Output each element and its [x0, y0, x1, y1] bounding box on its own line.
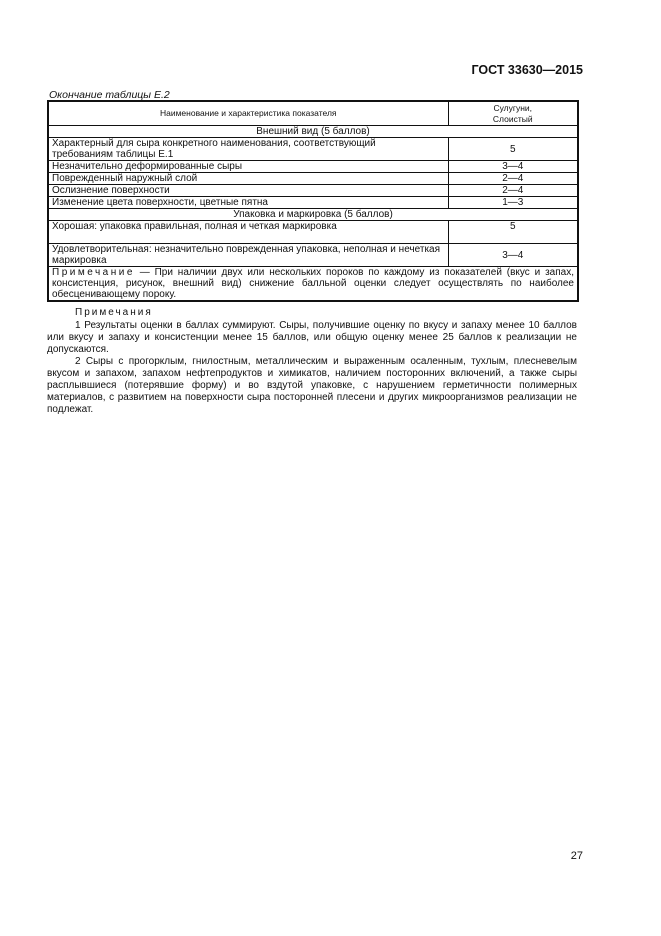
row-value: 1—3 — [448, 197, 578, 209]
row-value: 2—4 — [448, 185, 578, 197]
row-name-line2: маркировка — [52, 255, 107, 266]
row-name-line1: Характерный для сыра конкретного наименования, соответствующий — [52, 138, 376, 149]
note-item: 2 Сыры с прогорклым, гнилостным, металлическим и выраженным осаленным, тухлым, плесневелым вкусом и запахом, запахом нефтепродуктов и химикатов, наличием посторонних включений, а также сыры расплывшиеся (потерявшие форму) и во вздутой упаковке, с нарушением герметичности полимерных материалов, с развитием на поверхности сыра посторонней плесени и других микроорганизмов реализации не подлежат. — [47, 356, 577, 415]
table-row — [48, 244, 578, 267]
row-value: 5 — [448, 138, 578, 161]
table-note-label: Примечание — [52, 267, 135, 278]
table-note-row — [48, 267, 578, 302]
score-table — [47, 100, 579, 302]
table-row — [48, 221, 578, 244]
col-value-header-line2: Слоистый — [492, 113, 533, 124]
row-name: Ослизнение поверхности — [48, 185, 448, 197]
table-header-row — [48, 101, 578, 126]
col-value-header-line1: Сулугуни, — [493, 102, 533, 113]
table-row — [48, 173, 578, 185]
row-value: 3—4 — [448, 244, 578, 267]
row-name: Поврежденный наружный слой — [48, 173, 448, 185]
table-row — [48, 161, 578, 173]
row-name: Хорошая: упаковка правильная, полная и четкая маркировка — [48, 221, 448, 244]
section-row — [48, 209, 578, 221]
table-row — [48, 185, 578, 197]
section-row — [48, 126, 578, 138]
section-title-packaging: Упаковка и маркировка (5 баллов) — [48, 209, 578, 221]
standard-id: ГОСТ 33630—2015 — [471, 63, 583, 77]
row-value: 2—4 — [448, 173, 578, 185]
page-number: 27 — [570, 850, 583, 862]
table-row — [48, 138, 578, 161]
row-value: 5 — [448, 221, 578, 244]
row-name: Изменение цвета поверхности, цветные пятна — [48, 197, 448, 209]
row-name — [48, 138, 448, 161]
row-name: Незначительно деформированные сыры — [48, 161, 448, 173]
row-value: 3—4 — [448, 161, 578, 173]
row-name — [48, 244, 448, 267]
col-value-header — [448, 101, 578, 126]
table-note — [48, 267, 578, 302]
notes-block — [47, 307, 577, 416]
col-name-header: Наименование и характеристика показателя — [48, 101, 448, 126]
row-name-line1: Удовлетворительная: незначительно поврежденная упаковка, неполная и нечеткая — [52, 244, 441, 255]
table-row — [48, 197, 578, 209]
section-title-appearance: Внешний вид (5 баллов) — [48, 126, 578, 138]
row-name-line2: требованиям таблицы Е.1 — [52, 149, 174, 160]
note-item: 1 Результаты оценки в баллах суммируют. Сыры, получившие оценку по вкусу и запаху менее 10 баллов или вкусу и запаху и консистенции менее 15 баллов, или общую оценку менее 25 баллов к реализации не допускаются. — [47, 320, 577, 355]
notes-title: Примечания — [75, 307, 153, 318]
table-caption: Окончание таблицы Е.2 — [49, 89, 170, 101]
table-note-text: — При наличии двух или нескольких пороков по каждому из показателей (вкус и запах, консистенция, рисунок, внешний вид) снижение балльной оценки следует осуществлять по наиболее обесценивающему пороку. — [52, 267, 574, 300]
